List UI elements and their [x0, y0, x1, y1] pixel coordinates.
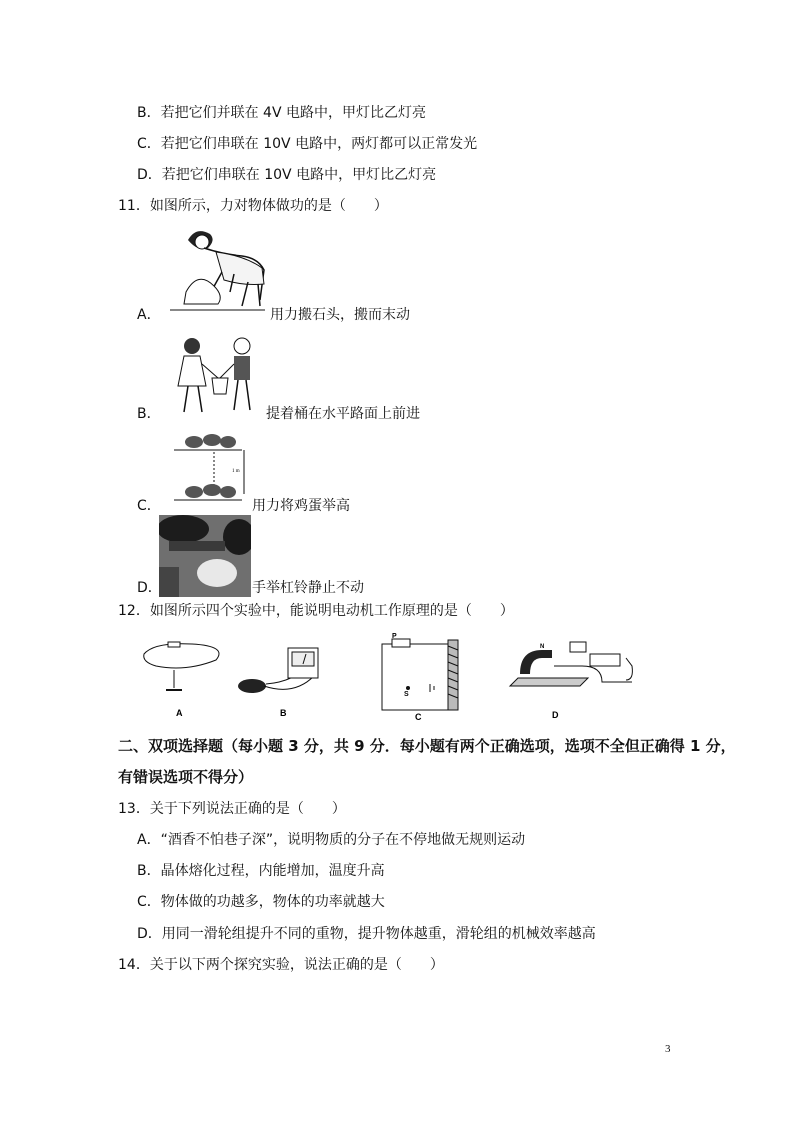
label-d: D — [552, 710, 559, 720]
section-2-heading-line1: 二、双项选择题（每小题 3 分，共 9 分．每小题有两个正确选项，选项不全但正确得 1 分， — [118, 737, 736, 755]
q13-option-d: D．用同一滑轮组提升不同的重物，提升物体越重，滑轮组的机械效率越高 — [137, 926, 596, 942]
label-b: B — [280, 708, 287, 718]
experiment-b-figure — [238, 648, 318, 718]
q11-option-d-letter: D． — [137, 580, 162, 596]
q11-option-a-letter: A． — [137, 307, 161, 323]
page-number: 3 — [665, 1043, 671, 1055]
q13-option-a: A．“酒香不怕巷子深”，说明物质的分子在不停地做无规则运动 — [137, 832, 526, 848]
q11-option-d-text: 手举杠铃静止不动 — [252, 580, 364, 596]
height-label: 1 m — [232, 469, 240, 474]
q11-option-a-text: 用力搬石头，搬而末动 — [270, 307, 410, 323]
barbell-held-photo — [159, 515, 251, 597]
q10-option-d: D．若把它们串联在 10V 电路中，甲灯比乙灯亮 — [137, 167, 437, 183]
label-c: C — [415, 712, 422, 722]
section-2-heading-line2: 有错误选项不得分） — [118, 768, 254, 786]
q10-option-c: C．若把它们串联在 10V 电路中，两灯都可以正常发光 — [137, 136, 478, 152]
q13-stem: 13．关于下列说法正确的是（ ） — [118, 801, 346, 817]
q11-stem: 11．如图所示，力对物体做功的是（ ） — [118, 198, 388, 214]
q13-option-b: B．晶体熔化过程，内能增加，温度升高 — [137, 863, 385, 879]
q12-stem: 12．如图所示四个实验中，能说明电动机工作原理的是（ ） — [118, 603, 514, 619]
q14-stem: 14．关于以下两个探究实验，说法正确的是（ ） — [118, 957, 444, 973]
label-p: P — [392, 633, 397, 640]
eggs-lifted-figure — [170, 430, 250, 504]
children-carrying-bucket-figure — [162, 334, 266, 416]
label-a: A — [176, 708, 183, 718]
experiment-c-figure — [382, 633, 458, 722]
q13-option-c: C．物体做的功越多，物体的功率就越大 — [137, 894, 385, 910]
experiment-d-figure — [510, 642, 632, 720]
experiment-a-figure — [144, 642, 219, 718]
q11-option-c-text: 用力将鸡蛋举高 — [252, 498, 350, 514]
q10-option-b: B．若把它们并联在 4V 电路中，甲灯比乙灯亮 — [137, 105, 426, 121]
four-experiments-figure — [130, 630, 640, 724]
person-lifting-stone-figure — [160, 222, 270, 312]
label-n: N — [540, 644, 545, 650]
q11-option-b-text: 提着桶在水平路面上前进 — [266, 406, 420, 422]
q11-option-b-letter: B． — [137, 406, 161, 422]
label-s: S — [404, 691, 409, 698]
q11-option-c-letter: C． — [137, 498, 161, 514]
